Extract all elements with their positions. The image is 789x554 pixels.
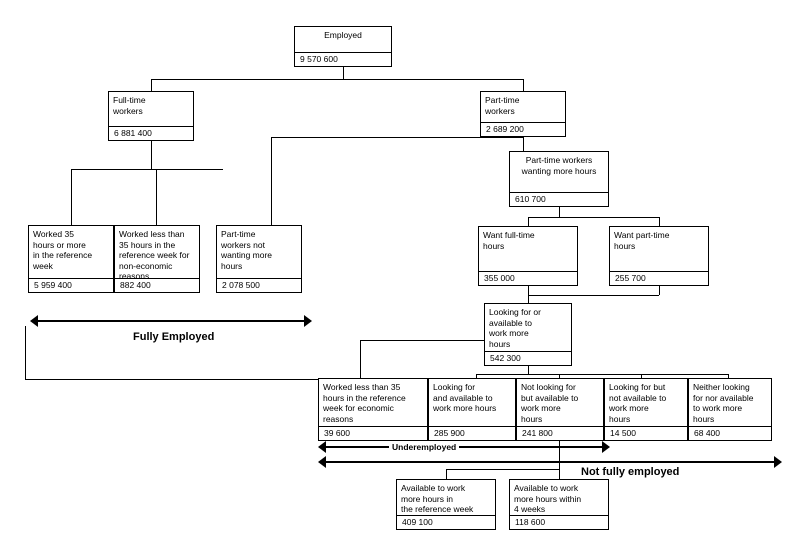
node-not-looking-avail-label: Not looking for but available to work more hours	[521, 382, 579, 424]
connector-merge-to-looking	[528, 295, 529, 303]
node-full-time-workers[interactable]	[108, 91, 194, 141]
connector-wantpt-down	[659, 286, 660, 295]
node-pt-wanting-value: 610 700	[510, 192, 608, 206]
node-employed-value: 9 570 600	[295, 52, 391, 66]
node-employed[interactable]	[294, 26, 392, 67]
node-avail-ref-week-value: 409 100	[397, 515, 495, 529]
bracket-fully-employed-label: Fully Employed	[133, 331, 215, 343]
node-worked-less-eco-label: Worked less than 35 hours in the reference week for economic reasons	[323, 382, 406, 424]
node-full-time-workers-label: Full-time workers	[113, 95, 146, 116]
node-want-part-time-value: 255 700	[610, 271, 708, 285]
connector-to-avail-4weeks	[559, 469, 560, 479]
node-available-reference-week[interactable]	[396, 479, 496, 530]
node-full-time-workers-value: 6 881 400	[109, 126, 193, 140]
node-looking-or-available-value: 542 300	[485, 351, 571, 365]
node-looking-but-not-available[interactable]	[604, 378, 688, 441]
node-pt-workers-wanting-more-hours[interactable]	[509, 151, 609, 207]
connector-parttime-down	[523, 137, 524, 151]
node-want-part-time-hours[interactable]	[609, 226, 709, 286]
bracket-not-fully-employed-arrow	[318, 456, 782, 468]
node-pt-not-wanting-value: 2 078 500	[217, 278, 301, 292]
connector-fulltime-down	[151, 141, 152, 169]
node-want-full-time-value: 355 000	[479, 271, 577, 285]
connector-to-pt-not-wanting	[271, 137, 272, 225]
node-looking-not-avail-value: 14 500	[605, 426, 687, 440]
node-worked-less-noneco-value: 882 400	[115, 278, 199, 292]
bracket-not-fully-employed-label: Not fully employed	[578, 466, 682, 478]
node-neither-looking-nor-available[interactable]	[688, 378, 772, 441]
node-not-looking-but-available[interactable]	[516, 378, 604, 441]
node-want-full-time-label: Want full-time hours	[483, 230, 535, 251]
connector-ptwanting-split	[528, 217, 659, 218]
connector-fully-employed-base	[25, 379, 361, 380]
connector-to-worked-less-noneco	[156, 169, 157, 225]
node-want-part-time-label: Want part-time hours	[614, 230, 670, 251]
node-worked-less-35-non-economic[interactable]	[114, 225, 200, 293]
node-pt-wanting-label: Part-time workers wanting more hours	[521, 155, 597, 176]
node-worked-35-hours-or-more[interactable]	[28, 225, 114, 293]
arrow-bar	[36, 320, 306, 322]
node-part-time-not-wanting-more-hours[interactable]	[216, 225, 302, 293]
node-avail-4weeks-label: Available to work more hours within 4 weeks	[514, 483, 582, 514]
connector-looking-split	[476, 374, 728, 375]
connector-to-fulltime	[151, 79, 152, 91]
node-looking-not-avail-label: Looking for but not available to work more hours	[609, 382, 667, 424]
node-looking-for-or-available[interactable]	[484, 303, 572, 366]
node-part-time-workers-value: 2 689 200	[481, 122, 565, 136]
connector-fully-employed-riser	[25, 326, 26, 379]
connector-wantft-down	[528, 286, 529, 295]
connector-to-want-fulltime	[528, 217, 529, 226]
connector-employed-down	[343, 67, 344, 79]
node-avail-4weeks-value: 118 600	[510, 515, 608, 529]
arrow-bar	[324, 446, 604, 448]
connector-to-avail-ref-week	[446, 469, 447, 479]
connector-fulltime-split	[71, 169, 223, 170]
arrow-right-tip-icon	[774, 456, 782, 468]
arrow-bar	[324, 461, 776, 463]
node-looking-and-available[interactable]	[428, 378, 516, 441]
node-avail-ref-week-label: Available to work more hours in the reference week	[401, 483, 474, 514]
node-not-looking-avail-value: 241 800	[517, 426, 603, 440]
bracket-underemployed-label: Underemployed	[389, 442, 459, 452]
node-neither-label: Neither looking for nor available to work more hours	[693, 382, 754, 424]
node-neither-value: 68 400	[689, 426, 771, 440]
arrow-right-tip-icon	[304, 315, 312, 327]
connector-want-merge	[528, 295, 659, 296]
bracket-fully-employed-arrow	[30, 315, 312, 327]
node-worked-less-noneco-label: Worked less than 35 hours in the reference week for non-economic reasons	[119, 229, 190, 278]
connector-avail-split	[446, 469, 559, 470]
connector-looking-down	[528, 366, 529, 374]
node-part-time-workers-label: Part-time workers	[485, 95, 520, 116]
node-worked-35-value: 5 959 400	[29, 278, 113, 292]
connector-to-want-parttime	[659, 217, 660, 226]
node-looking-or-available-label: Looking for or available to work more hours	[489, 307, 541, 349]
node-pt-not-wanting-label: Part-time workers not wanting more hours	[221, 229, 273, 271]
connector-worked-less-eco-down	[360, 340, 361, 378]
node-employed-label: Employed	[324, 30, 362, 40]
node-worked-less-eco-value: 39 600	[319, 426, 427, 440]
node-looking-and-avail-label: Looking for and available to work more hours	[433, 382, 497, 413]
arrow-right-tip-icon	[602, 441, 610, 453]
node-want-full-time-hours[interactable]	[478, 226, 578, 286]
connector-parttime-split	[271, 137, 523, 138]
node-looking-and-avail-value: 285 900	[429, 426, 515, 440]
bracket-underemployed-arrow	[318, 441, 610, 453]
connector-to-parttime	[523, 79, 524, 91]
node-available-within-4-weeks[interactable]	[509, 479, 609, 530]
connector-ptwanting-down	[559, 207, 560, 217]
node-worked-35-label: Worked 35 hours or more in the reference week	[33, 229, 93, 271]
node-part-time-workers[interactable]	[480, 91, 566, 137]
connector-to-worked35	[71, 169, 72, 225]
connector-worked-less-eco-link	[360, 340, 493, 341]
connector-employed-split	[151, 79, 524, 80]
node-worked-less-35-economic[interactable]	[318, 378, 428, 441]
